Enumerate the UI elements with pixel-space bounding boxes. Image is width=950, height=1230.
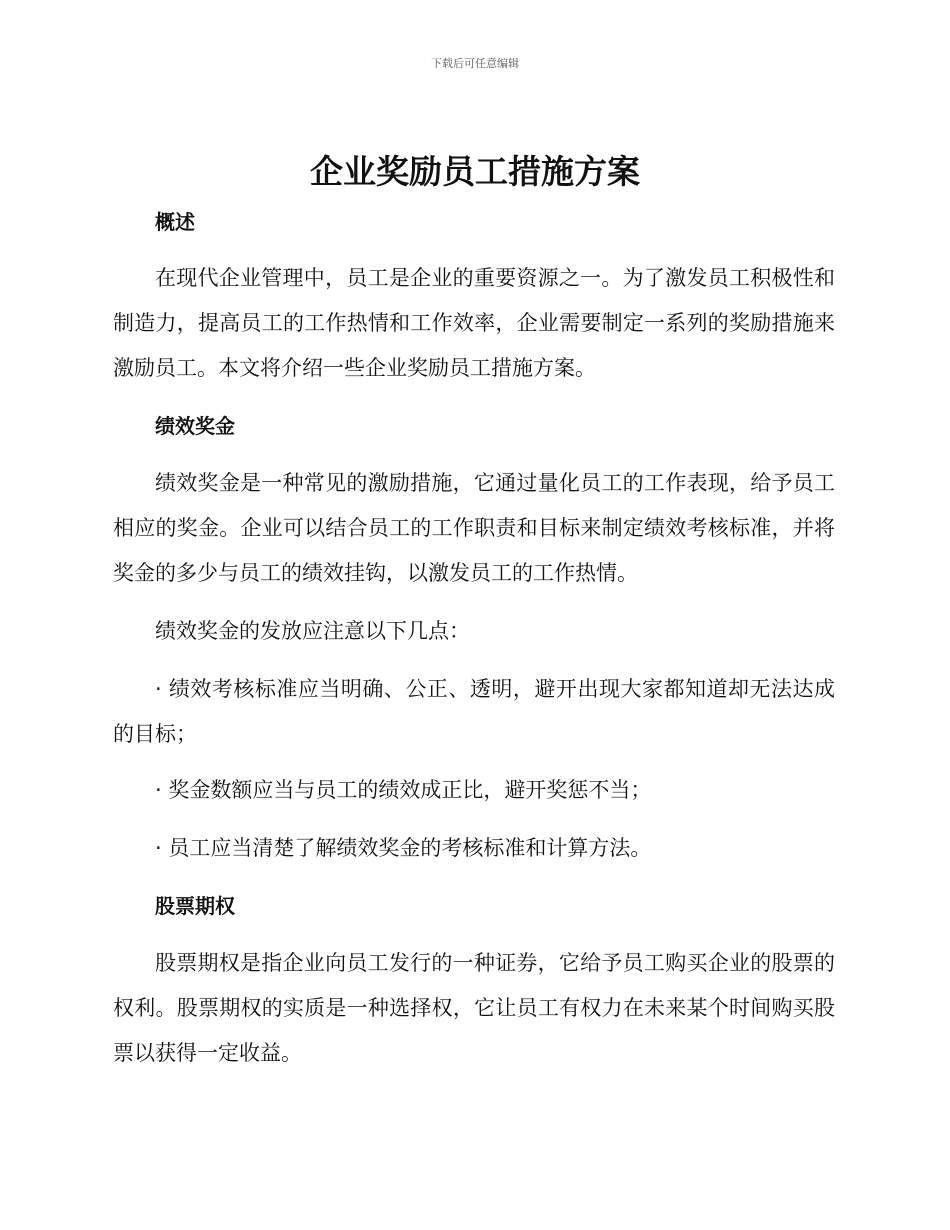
section-heading-overview: 概述 xyxy=(155,210,195,234)
paragraph: 在现代企业管理中，员工是企业的重要资源之一。为了激发员工积极性和制造力，提高员工的工作热情和工作效率，企业需要制定一系列的奖励措施来激励员工。本文将介绍一些企业奖励员工措施方案。 xyxy=(113,266,835,380)
section-body-performance-bonus-note xyxy=(113,609,835,654)
paragraph: 绩效奖金的发放应注意以下几点： xyxy=(155,619,470,643)
document-title: 企业奖励员工措施方案 xyxy=(310,152,640,191)
section-body-performance-bonus xyxy=(113,461,835,596)
paragraph: 绩效奖金是一种常见的激励措施，它通过量化员工的工作表现，给予员工相应的奖金。企业可以结合员工的工作职责和目标来制定绩效考核标准，并将奖金的多少与员工的绩效挂钩，以激发员工的工作热情。 xyxy=(113,471,835,585)
paragraph: 股票期权是指企业向员工发行的一种证券，它给予员工购买企业的股票的权利。股票期权的实质是一种选择权，它让员工有权力在未来某个时间购买股票以获得一定收益。 xyxy=(113,951,835,1065)
section-body-overview xyxy=(113,256,835,391)
list-item: · 员工应当清楚了解绩效奖金的考核标准和计算方法。 xyxy=(155,836,652,860)
header-watermark: 下载后可任意编辑 xyxy=(431,57,519,70)
section-heading-performance-bonus: 绩效奖金 xyxy=(155,414,235,438)
section-heading-stock-options: 股票期权 xyxy=(155,894,235,918)
list-item: · 绩效考核标准应当明确、公正、透明，避开出现大家都知道却无法达成的目标； xyxy=(113,677,835,746)
bullet-item xyxy=(113,768,835,813)
section-body-stock-options xyxy=(113,941,835,1076)
list-item: · 奖金数额应当与员工的绩效成正比，避开奖惩不当； xyxy=(155,778,652,802)
bullet-item xyxy=(113,826,835,871)
bullet-item xyxy=(113,667,835,757)
